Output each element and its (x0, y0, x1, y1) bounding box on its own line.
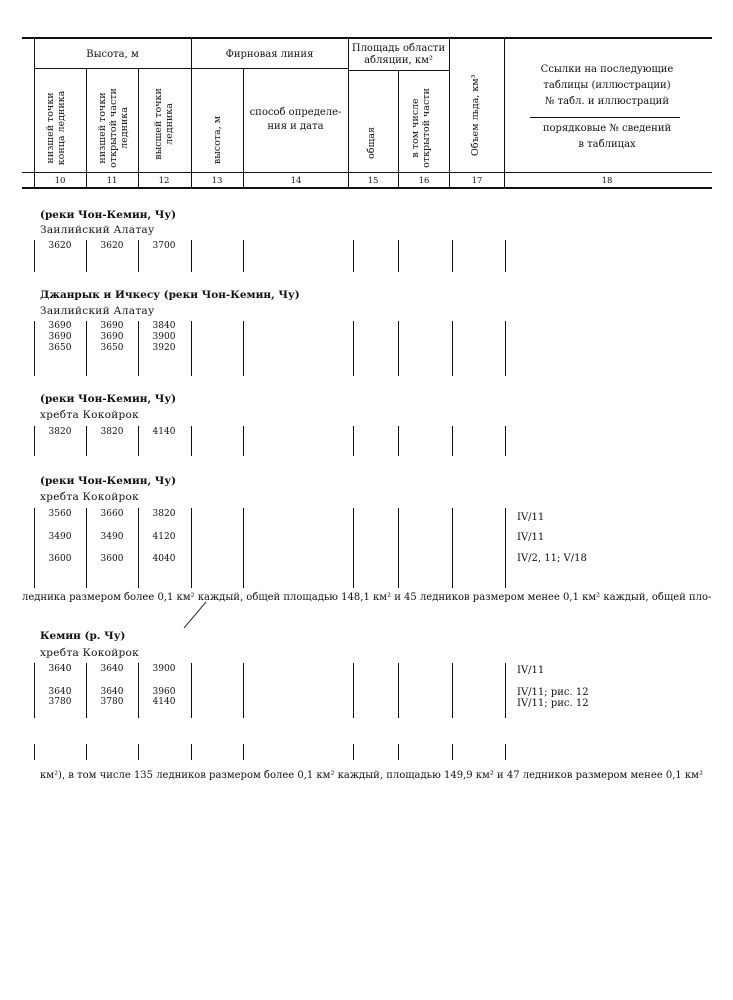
header-bottom-rule (22, 187, 712, 189)
section-subtitle: хребта Кокойрок (40, 409, 140, 421)
area-group-rule (349, 70, 449, 71)
cell-open-low-point: 3780 (100, 697, 124, 707)
cell-low-point: 3490 (48, 532, 72, 542)
table-reference: IV/11 (517, 532, 545, 543)
section-subtitle: хребта Кокойрок (40, 647, 140, 659)
col18-heading-line2: таблицы (иллюстрации) (543, 80, 671, 91)
cell-low-point: 3560 (48, 509, 72, 519)
cell-low-point: 3640 (48, 664, 72, 674)
cell-high-point: 3900 (152, 332, 176, 342)
cell-low-point: 3690 (48, 332, 72, 342)
cell-high-point: 3960 (152, 687, 176, 697)
col12-heading: высшей точки ледника (153, 88, 175, 160)
firn-group-rule (192, 68, 348, 69)
column-number: 16 (418, 176, 430, 186)
cell-high-point: 3900 (152, 664, 176, 674)
col14-heading-line1: способ определе- (249, 107, 342, 118)
cell-high-point: 3920 (152, 343, 176, 353)
section-title: (реки Чон-Кемин, Чу) (40, 393, 177, 405)
cell-open-low-point: 3690 (100, 321, 124, 331)
column-number: 10 (54, 176, 66, 186)
refs-divider-rule (530, 117, 680, 118)
cell-open-low-point: 3490 (100, 532, 124, 542)
section-title: (реки Чон-Кемин, Чу) (40, 475, 177, 487)
hdr-vline (34, 39, 35, 187)
table-reference: IV/2, 11; V/18 (517, 553, 587, 564)
section-title: Джанрык и Ичкесу (реки Чон-Кемин, Чу) (40, 289, 300, 301)
section-subtitle: Заилийский Алатау (40, 224, 155, 236)
col10-heading: низшей точки конца ледника (45, 90, 67, 166)
hdr-vline (449, 39, 450, 187)
col13-heading: высота, м (212, 115, 223, 165)
area-group-title-line1: Площадь области (351, 43, 446, 54)
column-number: 17 (471, 176, 483, 186)
cell-open-low-point: 3650 (100, 343, 124, 353)
table-reference: IV/11; рис. 12 (517, 687, 589, 698)
hdr-vline (191, 39, 192, 187)
cell-high-point: 3840 (152, 321, 176, 331)
col18-subheading-line2: в таблицах (578, 139, 636, 150)
column-number: 18 (601, 176, 613, 186)
hdr-vline (504, 39, 505, 187)
cell-open-low-point: 3660 (100, 509, 124, 519)
section-subtitle: хребта Кокойрок (40, 491, 140, 503)
cell-high-point: 4040 (152, 554, 176, 564)
col17-heading: Объем льда, км³ (470, 74, 481, 156)
column-number: 13 (211, 176, 223, 186)
cell-high-point: 4120 (152, 532, 176, 542)
column-number: 11 (106, 176, 118, 186)
cell-low-point: 3820 (48, 427, 72, 437)
col15-heading: общая (366, 127, 377, 159)
hdr-vline (138, 68, 139, 187)
section-title: Кемин (р. Чу) (40, 630, 126, 642)
table-reference: IV/11 (517, 665, 545, 676)
table-reference: IV/11 (517, 512, 545, 523)
col16-heading: в том числе открытой части (410, 88, 432, 168)
cell-open-low-point: 3640 (100, 664, 124, 674)
firn-group-title: Фирновая линия (225, 49, 314, 60)
summary-note: км²), в том числе 135 ледников размером более 0,1 км² каждый, площадью 149,9 км² и 47 ледников размером менее 0,1 км² (40, 770, 703, 781)
cell-low-point: 3640 (48, 687, 72, 697)
cell-low-point: 3600 (48, 554, 72, 564)
cell-low-point: 3650 (48, 343, 72, 353)
column-number: 14 (290, 176, 302, 186)
cell-low-point: 3620 (48, 241, 72, 251)
area-group-title-line2: абляции, км² (364, 55, 433, 66)
column-number: 15 (367, 176, 379, 186)
cell-open-low-point: 3640 (100, 687, 124, 697)
section-subtitle: Заилийский Алатау (40, 305, 155, 317)
cell-high-point: 3820 (152, 509, 176, 519)
col18-subheading-line1: порядковые № сведений (542, 123, 672, 134)
section-title: (реки Чон-Кемин, Чу) (40, 209, 177, 221)
cell-high-point: 4140 (152, 697, 176, 707)
column-number: 12 (158, 176, 170, 186)
cell-open-low-point: 3620 (100, 241, 124, 251)
table-reference: IV/11; рис. 12 (517, 698, 589, 709)
height-group-rule (34, 68, 191, 69)
cell-high-point: 4140 (152, 427, 176, 437)
cell-low-point: 3690 (48, 321, 72, 331)
col18-heading-line3: № табл. и иллюстраций (544, 96, 670, 107)
cell-open-low-point: 3690 (100, 332, 124, 342)
cell-low-point: 3780 (48, 697, 72, 707)
cell-open-low-point: 3600 (100, 554, 124, 564)
height-group-title: Высота, м (86, 49, 139, 60)
col14-heading-line2: ния и дата (267, 121, 324, 132)
summary-note: ледника размером более 0,1 км² каждый, общей площадью 148,1 км² и 45 ледников размером менее 0,1 км² каждый, общей пло- (22, 592, 712, 603)
pen-stroke-mark (180, 600, 210, 630)
col11-heading: низшей точки открытой части ледника (97, 88, 130, 168)
header-top-rule (22, 37, 712, 39)
hdr-vline (86, 68, 87, 187)
col18-heading-line1: Ссылки на последующие (540, 64, 674, 75)
hdr-vline (398, 70, 399, 187)
cell-open-low-point: 3820 (100, 427, 124, 437)
cell-high-point: 3700 (152, 241, 176, 251)
